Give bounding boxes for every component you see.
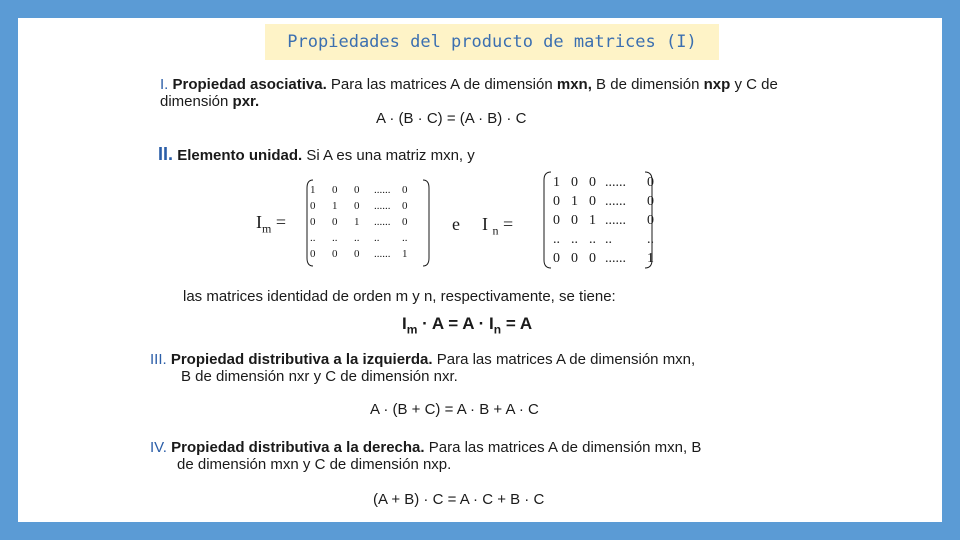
- right-bracket: [421, 178, 431, 268]
- matrix-cell: 0: [354, 184, 360, 196]
- matrix-cell: ......: [605, 175, 626, 190]
- im-equals: =: [275, 212, 286, 232]
- matrix-cell: 1: [310, 184, 316, 196]
- matrix-cell: 0: [332, 216, 338, 228]
- prop3-formula: A · (B + C) = A · B + A · C: [370, 401, 539, 418]
- matrix-cell: ..: [402, 232, 408, 244]
- matrix-cell: ..: [605, 232, 612, 247]
- matrix-cell: 0: [589, 194, 596, 209]
- prop1-formula: A · (B · C) = (A · B) · C: [376, 110, 527, 127]
- matrix-cell: 1: [647, 251, 654, 266]
- prop3-line2: B de dimensión nxr y C de dimensión nxr.: [181, 368, 458, 385]
- prop1-text: B de dimensión: [591, 76, 704, 93]
- matrix-cell: 0: [589, 251, 596, 266]
- formula-i: I: [489, 314, 494, 333]
- matrix-cell: 1: [589, 213, 596, 228]
- formula-end: = A: [501, 314, 533, 333]
- matrix-cell: ......: [374, 184, 391, 196]
- in-label: [482, 214, 513, 239]
- matrix-cell: 0: [647, 175, 654, 190]
- matrix-cell: 0: [332, 184, 338, 196]
- matrix-cell: 1: [332, 200, 338, 212]
- matrix-cell: 0: [402, 184, 408, 196]
- slide-title: Propiedades del producto de matrices (I): [287, 32, 697, 52]
- matrix-cell: ..: [647, 232, 654, 247]
- prop1-dim-c: pxr.: [232, 93, 260, 110]
- prop1-numeral: I.: [160, 76, 169, 93]
- prop4-text: Para las matrices A de dimensión mxn, B: [424, 439, 702, 456]
- matrix-cell: 0: [553, 194, 560, 209]
- in-equals: =: [503, 214, 514, 234]
- prop2-name: Elemento unidad.: [177, 147, 303, 164]
- formula-i: I: [402, 314, 407, 333]
- matrix-cell: 1: [571, 194, 578, 209]
- prop3-numeral: III.: [150, 351, 167, 368]
- matrix-cell: ......: [605, 213, 626, 228]
- matrix-cell: ......: [605, 194, 626, 209]
- matrix-cell: 0: [553, 251, 560, 266]
- prop1-name: Propiedad asociativa.: [172, 76, 327, 93]
- matrix-cell: 0: [354, 248, 360, 260]
- matrix-cell: ......: [605, 251, 626, 266]
- prop4-formula: (A + B) · C = A · C + B · C: [373, 491, 545, 508]
- prop2-numeral: II.: [158, 144, 174, 164]
- in-subscript: n: [492, 223, 499, 238]
- matrix-cell: ..: [374, 232, 380, 244]
- im-label: [256, 212, 286, 237]
- prop1-line2: [160, 93, 259, 111]
- matrix-cell: 1: [354, 216, 360, 228]
- title-box: [265, 24, 719, 60]
- prop4-line2: de dimensión mxn y C de dimensión nxp.: [177, 456, 452, 473]
- prop3-text: Para las matrices A de dimensión mxn,: [432, 351, 696, 368]
- matrix-cell: 0: [571, 251, 578, 266]
- matrix-cell: 1: [402, 248, 408, 260]
- formula-mid: · A = A ·: [417, 314, 490, 333]
- prop3-name: Propiedad distributiva a la izquierda.: [170, 351, 433, 368]
- matrix-cell: 0: [354, 200, 360, 212]
- slide: [18, 18, 942, 522]
- prop4-numeral: IV.: [150, 439, 167, 456]
- formula-sub-n: n: [493, 322, 502, 337]
- prop2-line1: [158, 145, 475, 165]
- matrix-cell: 0: [402, 200, 408, 212]
- prop1-text: dimensión: [160, 93, 233, 110]
- matrix-cell: ......: [374, 200, 391, 212]
- formula-sub-m: m: [406, 322, 418, 337]
- matrix-cell: 0: [402, 216, 408, 228]
- matrix-cell: 0: [310, 248, 316, 260]
- in-letter: I: [482, 214, 488, 234]
- prop2-formula: [402, 314, 532, 336]
- matrix-cell: ..: [354, 232, 360, 244]
- matrix-cell: ..: [332, 232, 338, 244]
- matrix-cell: ......: [374, 248, 391, 260]
- matrix-cell: 0: [647, 194, 654, 209]
- im-letter: I: [256, 212, 262, 232]
- prop4-line1: [150, 439, 701, 457]
- matrix-cell: 0: [332, 248, 338, 260]
- matrix-cell: ......: [374, 216, 391, 228]
- prop2-text: Si A es una matriz mxn, y: [302, 147, 475, 164]
- im-subscript: m: [262, 221, 272, 236]
- prop2-after-text: las matrices identidad de orden m y n, respectivamente, se tiene:: [183, 288, 616, 305]
- matrix-cell: ..: [310, 232, 316, 244]
- prop1-line1: [160, 76, 778, 94]
- matrix-cell: 0: [571, 213, 578, 228]
- left-bracket: [541, 170, 553, 270]
- matrix-cell: ..: [571, 232, 578, 247]
- matrix-cell: 0: [310, 200, 316, 212]
- matrix-cell: 1: [553, 175, 560, 190]
- prop1-text: y C de: [730, 76, 778, 93]
- prop1-dim-a: mxn,: [556, 76, 592, 93]
- prop3-line1: [150, 351, 695, 369]
- matrix-cell: 0: [310, 216, 316, 228]
- matrix-cell: 0: [647, 213, 654, 228]
- matrix-cell: 0: [589, 175, 596, 190]
- prop4-name: Propiedad distributiva a la derecha.: [171, 439, 425, 456]
- matrix-cell: ..: [553, 232, 560, 247]
- prop1-text: Para las matrices A de dimensión: [326, 76, 557, 93]
- matrix-cell: 0: [553, 213, 560, 228]
- matrix-cell: 0: [571, 175, 578, 190]
- prop1-dim-b: nxp: [703, 76, 731, 93]
- connector-e: e: [452, 214, 460, 234]
- matrix-cell: ..: [589, 232, 596, 247]
